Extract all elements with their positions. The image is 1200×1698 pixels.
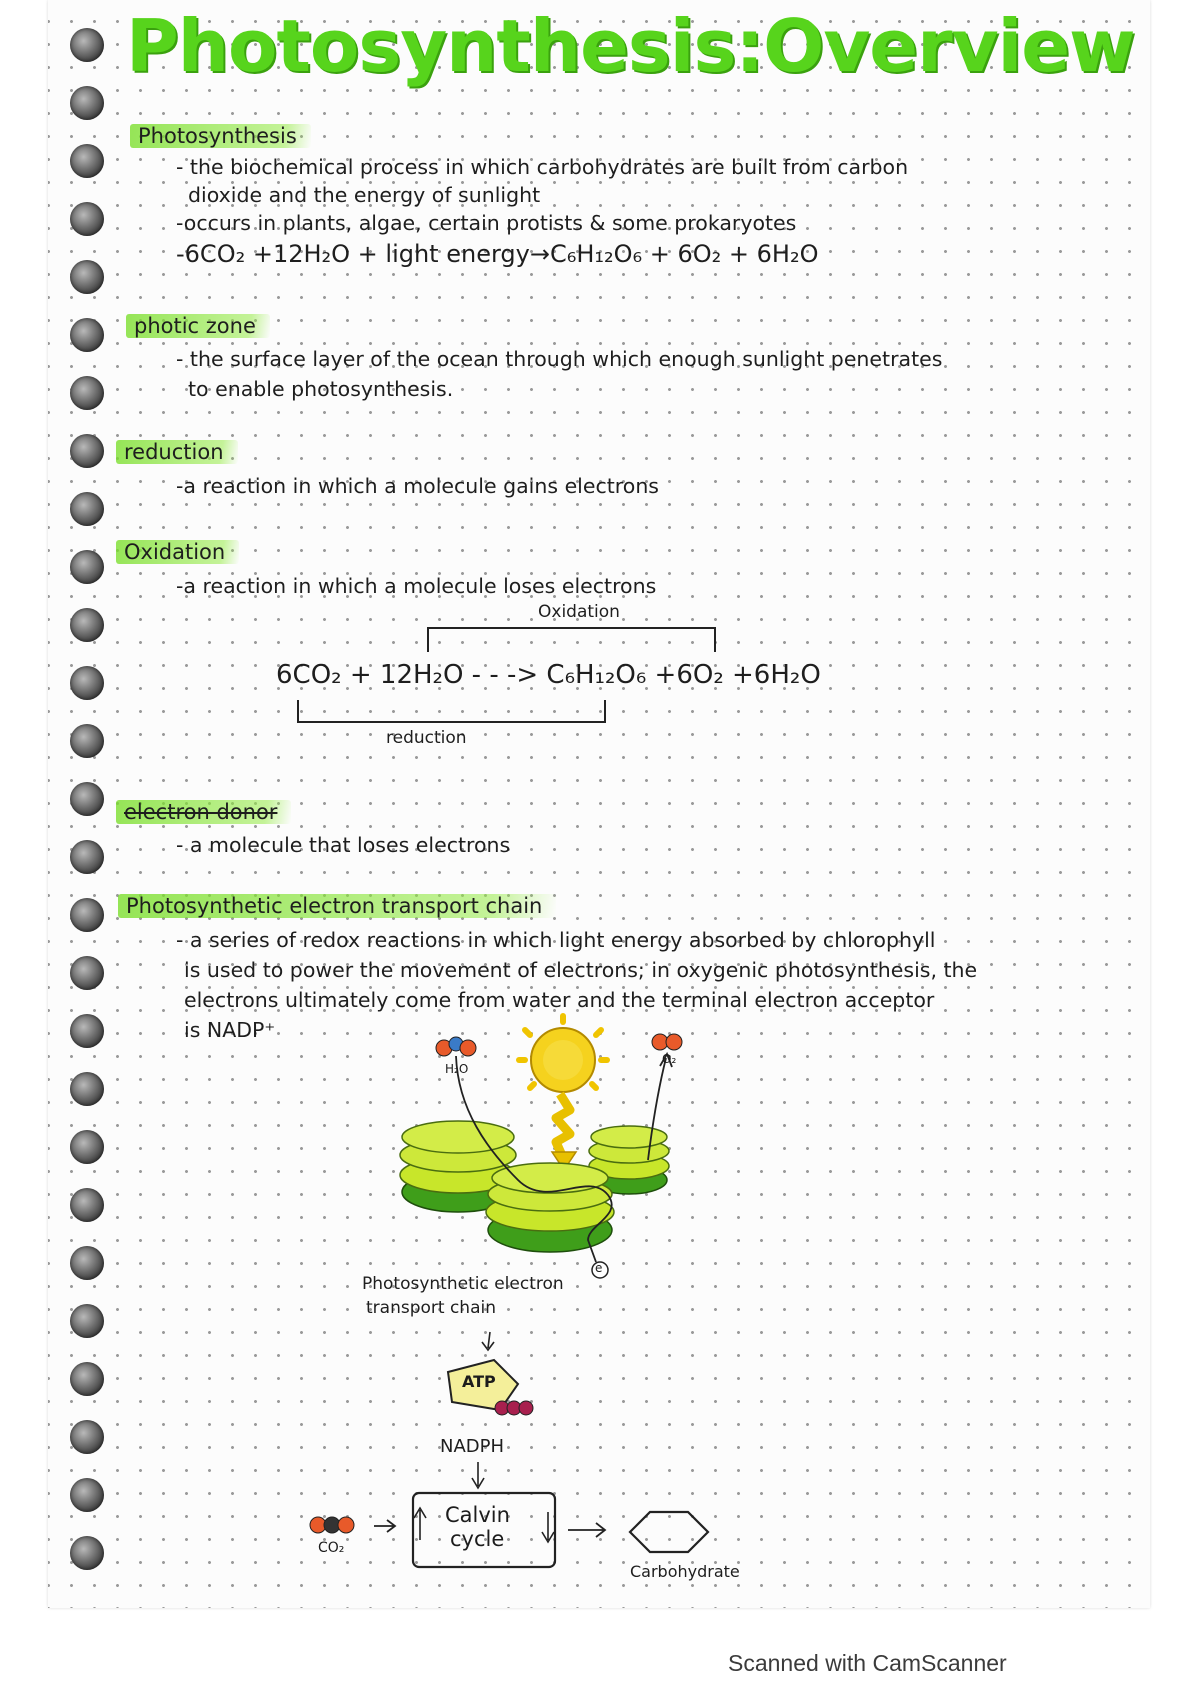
term-oxidation: Oxidation	[116, 540, 239, 564]
co2-label: CO₂	[318, 1540, 345, 1556]
term-photosynthesis: Photosynthesis	[130, 124, 311, 148]
oxidation-bracket-label: Oxidation	[538, 602, 620, 622]
definition-line: -a reaction in which a molecule gains electrons	[176, 474, 659, 498]
arrow-right-icon	[568, 1523, 605, 1537]
arrow-down-icon	[482, 1332, 494, 1350]
term-reduction: reduction	[116, 440, 238, 464]
definition-line: - the biochemical process in which carbohydrates are built from carbon	[176, 155, 909, 179]
definition-line: - the surface layer of the ocean through which enough sunlight penetrates	[176, 347, 943, 371]
redox-equation: 6CO₂ + 12H₂O - - -> C₆H₁₂O₆ +6O₂ +6H₂O	[276, 660, 821, 690]
water-molecule-icon	[436, 1037, 476, 1056]
definition-line: is used to power the movement of electrons; in oxygenic photosynthesis, the	[184, 958, 978, 982]
arrow-down-icon	[472, 1462, 484, 1488]
o2-label: O₂	[662, 1052, 677, 1066]
thylakoid-stack-center-icon	[486, 1163, 614, 1252]
definition-line: - a molecule that loses electrons	[176, 833, 511, 857]
term-photosynthetic-electron-transport-chain: Photosynthetic electron transport chain	[118, 894, 556, 918]
camscanner-watermark: Scanned with CamScanner	[728, 1650, 1007, 1676]
photosynthesis-equation: -6CO₂ +12H₂O + light energy→C₆H₁₂O₆ + 6O₂ + 6H₂O	[176, 240, 819, 268]
definition-line: -a reaction in which a molecule loses electrons	[176, 574, 657, 598]
petc-label-line-1: Photosynthetic electron	[362, 1274, 564, 1294]
carbohydrate-label: Carbohydrate	[630, 1562, 740, 1581]
oxidation-bracket	[428, 628, 715, 652]
definition-line: electrons ultimately come from water and the terminal electron acceptor	[184, 988, 935, 1012]
notebook-page	[48, 0, 1150, 1608]
arrow-right-icon	[374, 1520, 395, 1532]
carbon-dioxide-molecule-icon	[310, 1517, 354, 1533]
calvin-label-line-1: Calvin	[445, 1503, 510, 1527]
term-electron-donor: electron donor	[116, 800, 291, 824]
definition-line: -occurs in plants, algae, certain protists & some prokaryotes	[176, 211, 797, 235]
definition-line: is NADP⁺	[184, 1018, 276, 1042]
calvin-label-line-2: cycle	[450, 1527, 505, 1551]
carbohydrate-hexagon-icon	[630, 1512, 708, 1552]
nadph-label: NADPH	[440, 1436, 505, 1457]
petc-label-line-2: transport chain	[366, 1298, 496, 1318]
reduction-bracket	[298, 700, 605, 722]
atp-label: ATP	[462, 1372, 496, 1391]
term-photic-zone: photic zone	[126, 314, 270, 338]
reduction-bracket-label: reduction	[386, 728, 467, 748]
definition-line: - a series of redox reactions in which light energy absorbed by chlorophyll	[176, 928, 936, 952]
h2o-label: H₂O	[445, 1062, 469, 1076]
oxygen-molecule-icon	[652, 1034, 682, 1050]
definition-line: to enable photosynthesis.	[188, 377, 454, 401]
page-title: Photosynthesis:Overview	[126, 4, 1135, 88]
definition-line: dioxide and the energy of sunlight	[188, 183, 541, 207]
electron-label: e	[595, 1261, 603, 1275]
photosynthesis-diagram	[48, 0, 1150, 1608]
